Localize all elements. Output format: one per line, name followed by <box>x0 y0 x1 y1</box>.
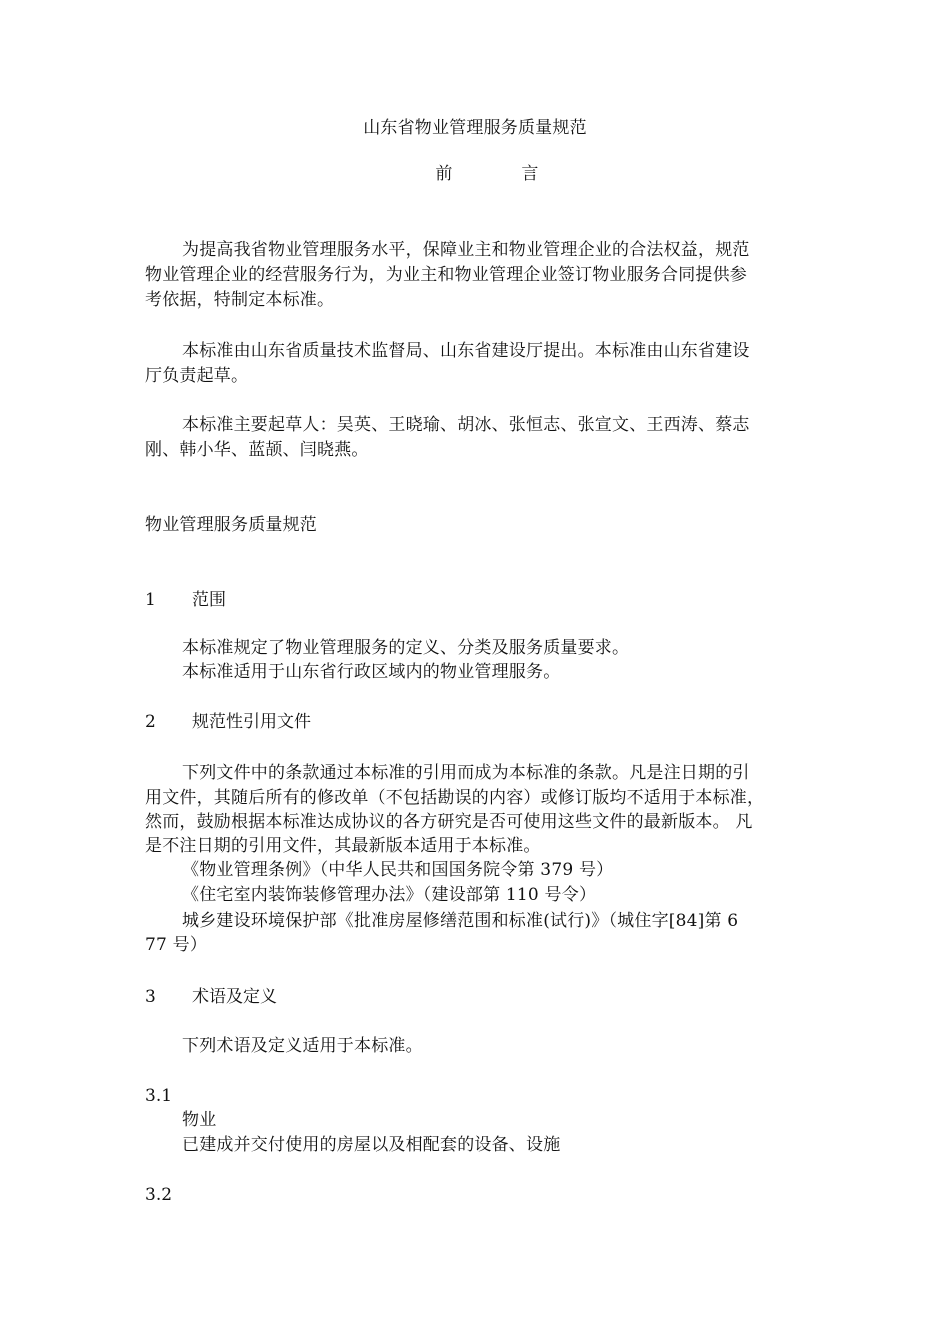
section-2-line4: 是不注日期的引用文件，其最新版本适用于本标准。 <box>145 836 541 856</box>
section-2-line3: 然而，鼓励根据本标准达成协议的各方研究是否可使用这些文件的最新版本。 凡 <box>145 812 753 832</box>
preface-p1-line1: 为提高我省物业管理服务水平，保障业主和物业管理企业的合法权益，规范 <box>182 240 750 260</box>
preface-p3-line2: 刚、韩小华、蓝颉、闫晓燕。 <box>145 440 369 460</box>
section-3-1-number: 3.1 <box>145 1086 173 1106</box>
preface-p1-line3: 考依据，特制定本标准。 <box>145 290 335 310</box>
section-3-1-definition: 已建成并交付使用的房屋以及相配套的设备、设施 <box>182 1135 561 1155</box>
preface-p1-line2: 物业管理企业的经营服务行为，为业主和物业管理企业签订物业服务合同提供参 <box>145 265 747 285</box>
section-2-line6: 《住宅室内装饰装修管理办法》（建设部第 110 号令） <box>182 885 597 905</box>
section-2-line2: 用文件，其随后所有的修改单（不包括勘误的内容）或修订版均不适用于本标准， <box>145 788 765 808</box>
section-1-line1: 本标准规定了物业管理服务的定义、分类及服务质量要求。 <box>182 638 630 658</box>
section-1-title: 范围 <box>192 590 226 610</box>
section-3-intro: 下列术语及定义适用于本标准。 <box>182 1036 423 1056</box>
preface-p2-line1: 本标准由山东省质量技术监督局、山东省建设厅提出。本标准由山东省建设 <box>182 341 750 361</box>
preface-p2-line2: 厅负责起草。 <box>145 366 249 386</box>
preface-heading: 前 言 <box>435 164 539 184</box>
preface-p3-line1: 本标准主要起草人：吴英、王晓瑜、胡冰、张恒志、张宣文、王西涛、蔡志 <box>182 415 750 435</box>
document-title: 山东省物业管理服务质量规范 <box>363 118 587 138</box>
section-3-title: 术语及定义 <box>192 987 277 1007</box>
section-2-number: 2 <box>145 712 156 732</box>
section-3-2-number: 3.2 <box>145 1185 173 1205</box>
section-2-line7: 城乡建设环境保护部《批准房屋修缮范围和标准(试行)》（城住字[84]第 6 <box>182 911 739 931</box>
section-2-line8: 77 号） <box>145 935 208 955</box>
section-1-number: 1 <box>145 590 156 610</box>
section-3-number: 3 <box>145 987 156 1007</box>
section-2-title: 规范性引用文件 <box>192 712 311 732</box>
section-1-line2: 本标准适用于山东省行政区域内的物业管理服务。 <box>182 662 561 682</box>
section-3-1-term: 物业 <box>182 1110 217 1130</box>
section-2-line5: 《物业管理条例》（中华人民共和国国务院令第 379 号） <box>182 860 614 880</box>
document-subtitle: 物业管理服务质量规范 <box>145 515 317 535</box>
section-2-line1: 下列文件中的条款通过本标准的引用而成为本标准的条款。凡是注日期的引 <box>182 763 750 783</box>
